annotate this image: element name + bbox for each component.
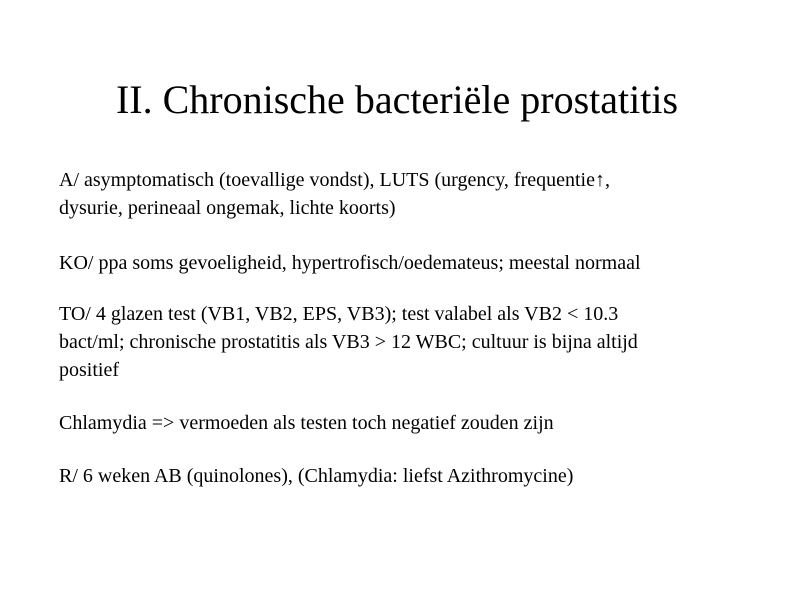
paragraph-line: KO/ ppa soms gevoeligheid, hypertrofisch/oedemateus; meestal normaal	[59, 252, 641, 274]
paragraph-line: TO/ 4 glazen test (VB1, VB2, EPS, VB3); test valabel als VB2 < 10.3	[59, 303, 619, 325]
paragraph-technical-exam	[59, 300, 759, 384]
paragraph-line: bact/ml; chronische prostatitis als VB3 > 12 WBC; cultuur is bijna altijd	[59, 331, 638, 353]
slide-body	[59, 166, 759, 490]
paragraph-treatment	[59, 462, 759, 490]
paragraph-line: A/ asymptomatisch (toevallige vondst), LUTS (urgency, frequentie↑,	[59, 169, 610, 191]
paragraph-symptoms	[59, 166, 759, 222]
paragraph-chlamydia	[59, 409, 759, 437]
paragraph-line: Chlamydia => vermoeden als testen toch negatief zouden zijn	[59, 412, 554, 434]
paragraph-line: R/ 6 weken AB (quinolones), (Chlamydia: liefst Azithromycine)	[59, 465, 574, 487]
paragraph-clinical-exam	[59, 249, 759, 277]
paragraph-line: positief	[59, 359, 119, 381]
slide-title: II. Chronische bacteriële prostatitis	[115, 77, 679, 122]
paragraph-line: dysurie, perineaal ongemak, lichte koorts)	[59, 197, 396, 219]
